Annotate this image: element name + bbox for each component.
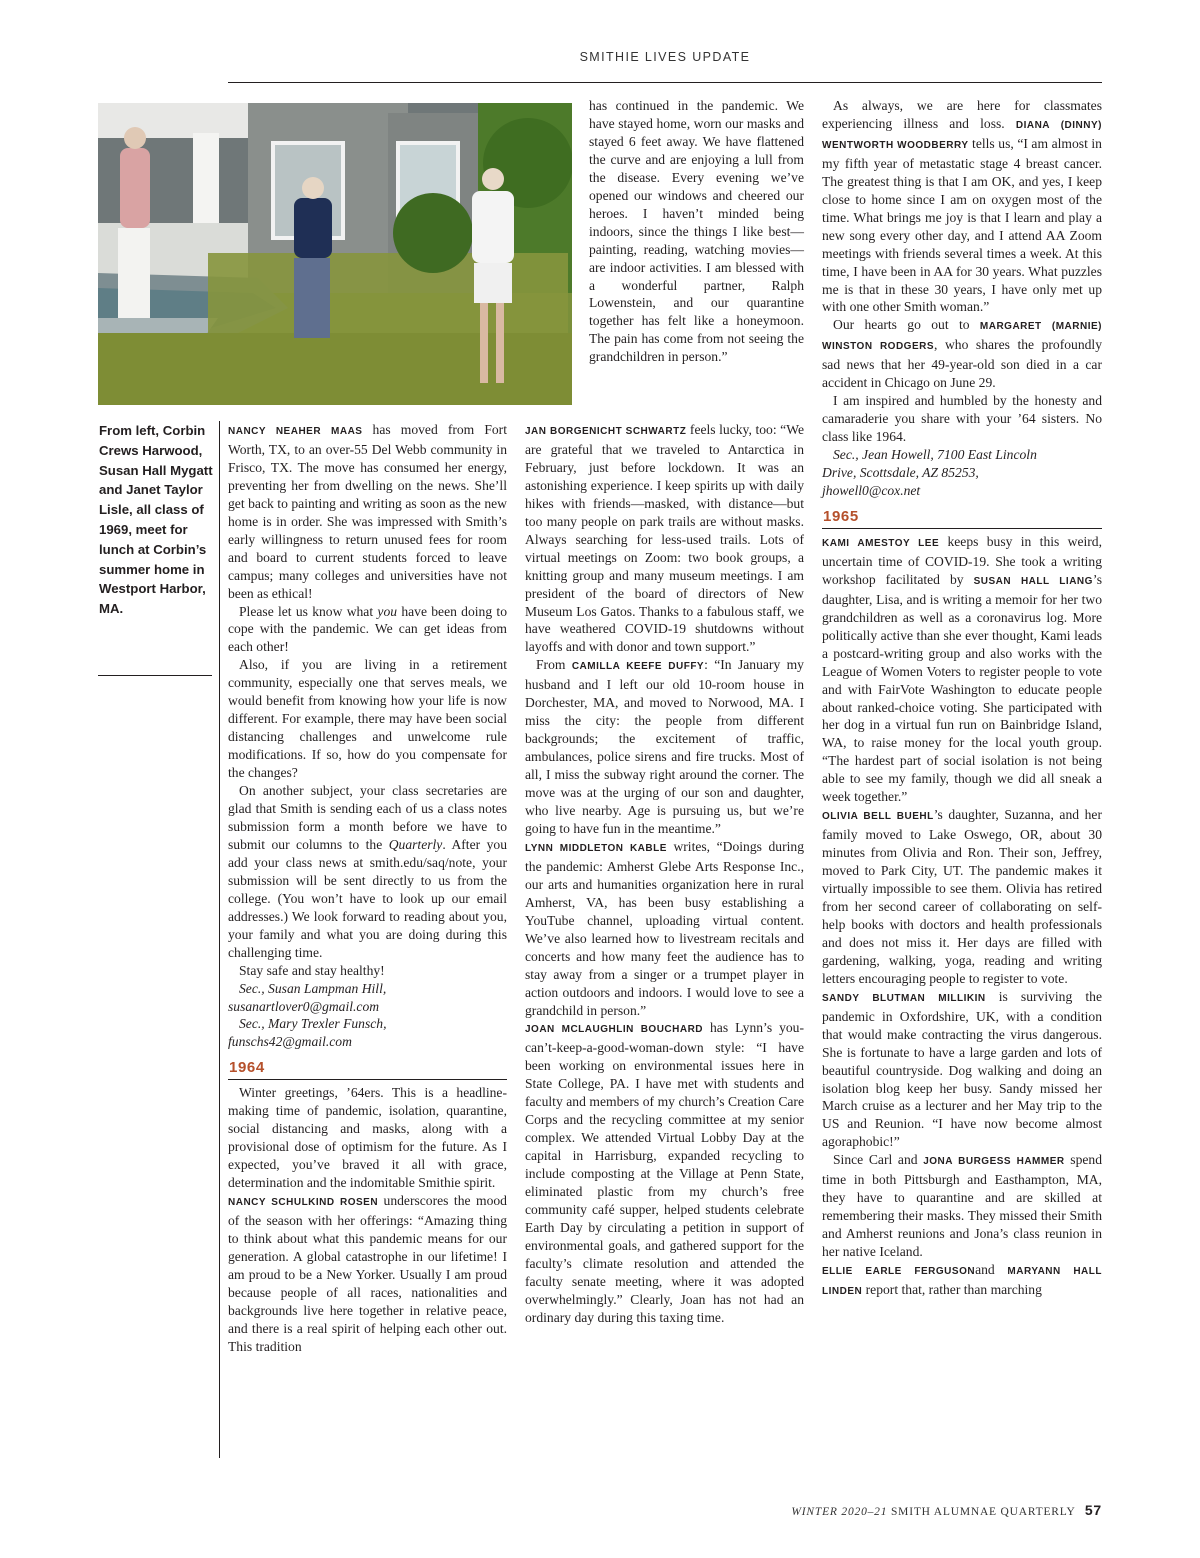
page-footer: [700, 1502, 1102, 1518]
text-run: and: [975, 1262, 1008, 1278]
note-text: report that, rather than marching: [862, 1282, 1042, 1297]
column-2-top: [589, 97, 804, 366]
issue-date: WINTER 2020–21: [791, 1506, 888, 1518]
text-run: Please let us know what: [239, 603, 378, 619]
photo-three-classmates: [98, 103, 572, 405]
class-year-heading: 1965: [822, 505, 1102, 529]
note-text: writes, “Doings during the pandemic: Amherst Glebe Arts Response Inc., our arts and humanities organization here in rural Amherst, VA, has been busy establishing a YouTube channel, uploading virtual content. We’ve also learned how to livestream recitals and concerts and how many feet the audience has to stay away from a singer or a trumpet player in action outdoors and indoors. I would love to see a grandchild in person.”: [525, 838, 804, 1018]
note-jona-burgess-hammer: [822, 1151, 1102, 1261]
note-text: tells us, “I am almost in my fifth year of metastatic stage 4 breast cancer. The greatest thing is that I am OK, and yes, I keep close to home since I am on oxygen most of the time. What brings me joy is that I learn and play a new song every other day, and I attend AA Zoom meetings with friends several times a week. At this time, I have been in AA for 30 years. What puzzles me is that in these 30 years, I have only met up with one other Smith woman.”: [822, 135, 1102, 315]
classmate-name: DIANA (DINNY) WENTWORTH WOODBERRY: [822, 119, 1102, 151]
note-text: has Lynn’s you-can’t-keep-a-good-woman-down style: “I have been working on environmental issues here in State College, PA. I have met with students and faculty and members of my church’s Creation Care Corps and the recycling committee at my senior complex. We attended Virtual Lobby Day at the capital in Harrisburg, expanded recycling to include composting at the Village at Penn State, eliminated plastic from my church’s free community café supper, helped students celebrate Earth Day by circulating a petition in support of environmental goals, and gathered support for the faculty’s climate resolution and attended the faculty senate meeting, where it was adopted overwhelmingly.” Clearly, Joan has not had an ordinary day during this taxing time.: [525, 1020, 804, 1325]
paragraph-inspired: I am inspired and humbled by the honesty and camaraderie you share with your ’64 sisters. No class like 1964.: [822, 393, 1102, 445]
magazine-title: SMITH ALUMNAE QUARTERLY: [890, 1506, 1076, 1518]
note-diana-wentworth-woodberry: [822, 97, 1102, 316]
publication-title: Quarterly: [388, 836, 443, 852]
section-header: SMITHIE LIVES UPDATE: [579, 50, 751, 64]
note-sandy-blutman-millikin: [822, 988, 1102, 1152]
paragraph-retirement-community: Also, if you are living in a retirement community, especially one that serves meals, we would benefit from knowing how your life is now different. For example, there may have been social distancing challenges and unwelcome rule modifications. If so, how do you compensate for the changes?: [228, 657, 507, 781]
note-nancy-schulkind-rosen: [228, 1192, 507, 1356]
note-continuation: has continued in the pandemic. We have stayed home, worn our masks and stayed 6 feet away. We have flattened the curve and are enjoying a lull from the disease. Every evening we’ve opened our windows and cheered our heroes. I haven’t minded being indoors, since the things I like best—painting, reading, watching movies—are indoor activities. I am blessed with a wonderful partner, Ralph Lowenstein, and our quarantine together has felt like a honeymoon. The pain has come from not seeing the grandchildren in person.”: [589, 98, 804, 365]
classmate-name: ELLIE EARLE FERGUSON: [822, 1266, 976, 1278]
note-margaret-winston-rodgers: [822, 316, 1102, 392]
note-text: ’s daughter, Lisa, and is writing a memoir for her two grandchildren as well as a coronavirus log. More politically active than she ever thought, Kami leads a postcard-writing group and also works with the League of Women Voters to register people to vote and with FairVote Washington to educate people about ranked-choice voting. She participated with her dog in a virtual fun run on Bainbridge Island, WA, to raise money for the local youth group. “The hardest part of social isolation is not being able to see my family, though we did all sneak a week together.”: [822, 571, 1102, 805]
column-divider: [219, 421, 220, 1458]
classmate-name: OLIVIA BELL BUEHL: [822, 811, 934, 823]
note-text: ’s daughter, Suzanna, and her family moved to Lake Oswego, OR, about 30 minutes from Olivia and Ron. Their son, Jeffrey, moved to Park City, UT. The pandemic makes it virtually impossible to see them. Olivia has retired from her second career of collaborating on self-help books with doctors and health professionals and does not miss it. Her days are filled with gardening, walking, yoga, reading and writing letters encouraging people to register to vote.: [822, 807, 1102, 986]
column-3: [822, 97, 1102, 1301]
column-2: [525, 421, 804, 1327]
note-text: underscores the mood of the season with her offerings: “Amazing thing to think about what this pandemic means for our generation. A global catastrophe in our lifetime! I am proud to be a New Yorker. Usually I am proud because people of all races, nationalities and backgrounds live here together in relative peace, and there is a real spirit of helping each other out. This tradition: [228, 1193, 507, 1354]
text-run: have been doing to cope with the pandemic. We can get ideas from each other!: [228, 603, 507, 655]
header-divider: [228, 82, 1102, 83]
note-text: spend time in both Pittsburgh and Easthampton, MA, they have to quarantine and are skilled at remembering their masks. They missed their Smith and Amherst reunions and Jona’s class reunion in her native Iceland.: [822, 1152, 1102, 1260]
note-text: is surviving the pandemic in Oxfordshire, UK, with a condition that would make contracting the virus dangerous. She is fortunate to have a large garden and lots of beautiful countryside. Dog walking and doing an isolation blog keep her busy. Sandy missed her March cruise as a lecturer and her May trip to the US and Reunion. “I have now become almost agoraphobic!”: [822, 988, 1102, 1150]
page-number: 57: [1084, 1502, 1102, 1518]
paragraph-stay-safe: Stay safe and stay healthy!: [239, 962, 385, 978]
caption-divider: [98, 675, 212, 676]
classmate-name: CAMILLA KEEFE DUFFY: [571, 661, 705, 673]
note-olivia-bell-buehl: [822, 806, 1102, 988]
paragraph-winter-greetings: Winter greetings, ’64ers. This is a headline-making time of pandemic, isolation, quarantine, social distancing and masks, along with a provisional dose of optimism for the future. As I expected, you’ve braved it all with grace, determination and the indomitable Smithie spirit.: [228, 1085, 507, 1191]
paragraph-submission-form: [228, 782, 507, 962]
classmate-name: MARYANN HALL LINDEN: [822, 1266, 1102, 1297]
secretary-email: susanartlover0@gmail.com: [228, 998, 380, 1014]
note-text: : “In January my husband and I left our old 10-room house in Dorchester, MA, and moved to Norwood, MA. I miss the city: the people from different backgrounds; the excitement of traffic, ambulances, police sirens and fire trucks. Most of all, I miss the subway right around the corner. The move was at the urging of our son and daughter, who live nearby. Age is pursuing us, but we’re going to have fun in the meantime.”: [525, 657, 804, 836]
secretary-email: funschs42@gmail.com: [228, 1034, 352, 1050]
secretary-address: Drive, Scottsdale, AZ 85253,: [822, 465, 979, 481]
note-kami-amestoy-lee: [822, 533, 1102, 806]
classmate-name: NANCY NEAHER MAAS: [228, 426, 363, 437]
note-text: , who shares the profoundly sad news that her 49-year-old son died in a car accident in Chicago on June 29.: [822, 337, 1102, 391]
classmate-name: MARGARET (MARNIE) WINSTON RODGERS: [822, 321, 1102, 353]
classmate-name: NANCY SCHULKIND ROSEN: [228, 1197, 379, 1209]
note-ellie-earle-ferguson: [822, 1261, 1102, 1301]
classmate-name: JAN BORGENICHT SCHWARTZ: [525, 426, 687, 437]
text-run: As always, we are here for classmates experiencing illness and loss.: [822, 98, 1102, 131]
note-jan-borgenicht-schwartz: [525, 421, 804, 656]
secretary-signature: Sec., Jean Howell, 7100 East Lincoln: [833, 447, 1037, 463]
classmate-name: SANDY BLUTMAN MILLIKIN: [822, 992, 986, 1004]
secretary-signature: Sec., Mary Trexler Funsch,: [239, 1016, 387, 1032]
note-camilla-keefe-duffy: [525, 656, 804, 838]
note-text: feels lucky, too: “We are grateful that we traveled to Antarctica in February, just before lockdown. It was an astonishing experience. I keep spirits up with daily hikes with friends—masked, with distance—but too many people on park trails are without masks. Always searching for less-used trails. Lots of virtual meetings on Zoom: two book groups, a knitting group and many museum meetings. I am president of the board of directors of New Museum Los Gatos. Thanks to a fabulous staff, we have weathered COVID-19 shutdowns without layoffs and with donor and town support.”: [525, 422, 804, 655]
text-run: . After you add your class news at smith.edu/saq/note, your submission will be sent directly to us from the college. (You won’t have to look up our email addresses.) We look forward to reading about you, your family and what you are doing during this challenging time.: [228, 836, 507, 960]
secretary-signature: Sec., Susan Lampman Hill,: [239, 980, 387, 996]
text-run: Since Carl and: [833, 1152, 924, 1168]
column-1: [228, 421, 507, 1356]
note-lynn-middleton-kable: [525, 838, 804, 1020]
classmate-name: LYNN MIDDLETON KABLE: [525, 842, 667, 854]
text-run: On another subject, your class secretaries are glad that Smith is sending each of us a class notes submission form a month before we have to submit our columns to the: [228, 783, 507, 852]
secretary-email: jhowell0@cox.net: [822, 483, 921, 499]
photo-caption: From left, Corbin Crews Harwood, Susan Hall Mygatt and Janet Taylor Lisle, all class of 1969, meet for lunch at Corbin’s summer home in Westport Harbor, MA.: [99, 423, 213, 617]
note-nancy-neaher-maas: [228, 421, 507, 603]
classmate-name: JONA BURGESS HAMMER: [923, 1156, 1065, 1168]
emphasis: you: [377, 603, 398, 619]
class-year-heading: 1964: [228, 1056, 507, 1080]
classmate-name: SUSAN HALL LIANG: [973, 575, 1093, 587]
text-run: Our hearts go out to: [833, 317, 980, 333]
text-run: From: [536, 657, 572, 673]
classmate-name: JOAN MCLAUGHLIN BOUCHARD: [525, 1024, 704, 1036]
note-text: keeps busy in this weird, uncertain time of COVID-19. She took a writing workshop facilitated by: [822, 533, 1102, 587]
classmate-name: KAMI AMESTOY LEE: [822, 537, 940, 549]
note-joan-mclaughlin-bouchard: [525, 1019, 804, 1326]
paragraph-let-us-know: [228, 603, 507, 657]
note-text: has moved from Fort Worth, TX, to an over-55 Del Webb community in Frisco, TX. The move has consumed her energy, preventing her from dwelling on the news. She’ll get back to painting and writing as soon as the new home is in order. She was impressed with Smith’s early willingness to return unused fees for room and board to current students forced to leave campus; many colleges and universities have not been as ethical!: [228, 422, 507, 601]
